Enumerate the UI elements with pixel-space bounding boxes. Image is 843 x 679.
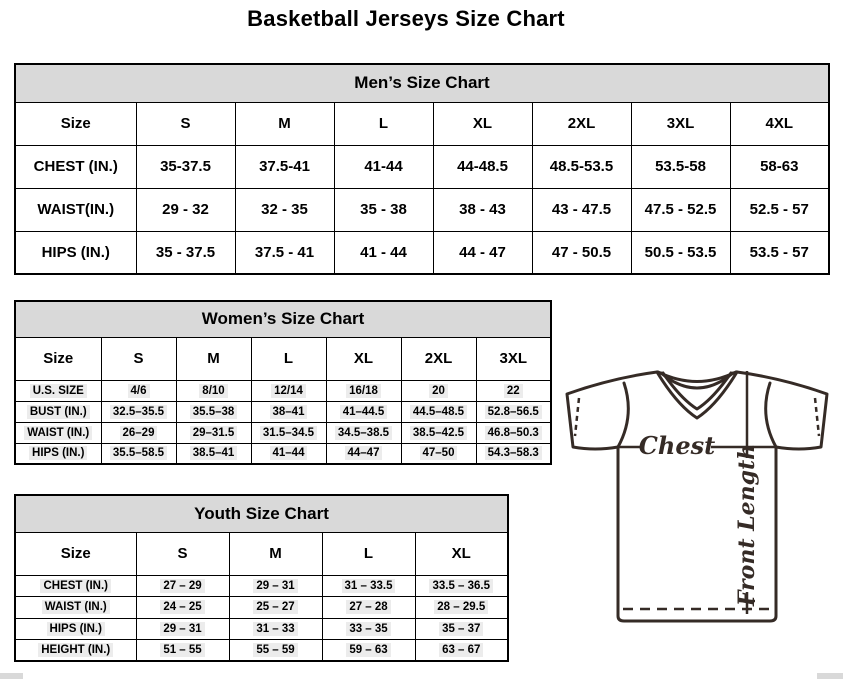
cell-value: 63 – 67 (439, 643, 483, 657)
table-cell (326, 401, 401, 422)
table-cell (176, 422, 251, 443)
table-cell (476, 422, 551, 443)
youth-col-size: Size (15, 532, 136, 575)
row-label (15, 640, 136, 662)
table-cell (101, 401, 176, 422)
cell-value: 59 – 63 (346, 643, 390, 657)
womens-col-size: Size (15, 337, 101, 380)
table-cell: 37.5-41 (235, 145, 334, 188)
cell-value: 4/6 (128, 384, 150, 398)
cell-value: 35.5–58.5 (110, 446, 167, 460)
table-row (15, 231, 829, 274)
mens-col-2xl: 2XL (532, 102, 631, 145)
cell-value: 12/14 (271, 384, 306, 398)
mens-col-s: S (136, 102, 235, 145)
table-cell (229, 575, 322, 597)
cell-value: 41–44 (270, 446, 308, 460)
mens-header-row (15, 102, 829, 145)
cell-value: 32.5–35.5 (110, 405, 167, 419)
scrollbar-fragment-right[interactable] (817, 673, 843, 679)
mens-col-size: Size (15, 102, 136, 145)
table-cell: 44-48.5 (433, 145, 532, 188)
womens-col-2xl: 2XL (401, 337, 476, 380)
table-row (15, 618, 508, 640)
row-label (15, 380, 101, 401)
table-cell: 37.5 - 41 (235, 231, 334, 274)
table-row (15, 401, 551, 422)
cell-value: 34.5–38.5 (335, 426, 392, 440)
cell-value: 29 – 31 (160, 622, 204, 636)
table-cell: 48.5-53.5 (532, 145, 631, 188)
table-cell (136, 640, 229, 662)
cell-value: HIPS (IN.) (47, 622, 105, 636)
cell-value: 33.5 – 36.5 (429, 579, 493, 593)
cell-value: 28 – 29.5 (434, 600, 488, 614)
youth-col-xl: XL (415, 532, 508, 575)
cell-value: 26–29 (120, 426, 158, 440)
youth-table-title: Youth Size Chart (15, 495, 508, 532)
table-cell (476, 443, 551, 464)
table-cell (101, 443, 176, 464)
mens-table-title-row (15, 64, 829, 102)
cell-value: 47–50 (420, 446, 458, 460)
table-cell: 58-63 (730, 145, 829, 188)
table-cell (415, 618, 508, 640)
scrollbar-fragment-left[interactable] (0, 673, 23, 679)
cell-value: 44.5–48.5 (410, 405, 467, 419)
row-label: HIPS (IN.) (15, 231, 136, 274)
table-cell (176, 443, 251, 464)
left-cuff-dashed-line (575, 398, 579, 436)
table-cell (326, 422, 401, 443)
table-cell (326, 380, 401, 401)
table-cell (322, 575, 415, 597)
table-cell (136, 618, 229, 640)
mens-col-xl: XL (433, 102, 532, 145)
cell-value: 51 – 55 (160, 643, 204, 657)
youth-col-s: S (136, 532, 229, 575)
chest-label: Chest (638, 431, 716, 460)
mens-col-4xl: 4XL (730, 102, 829, 145)
table-cell (251, 401, 326, 422)
cell-value: 31 – 33 (253, 622, 297, 636)
cell-value: 16/18 (346, 384, 381, 398)
cell-value: 41–44.5 (340, 405, 388, 419)
table-cell: 52.5 - 57 (730, 188, 829, 231)
table-cell (322, 640, 415, 662)
youth-size-table (14, 494, 509, 662)
cell-value: 38.5–41 (190, 446, 238, 460)
row-label: WAIST(IN.) (15, 188, 136, 231)
table-cell: 35 - 37.5 (136, 231, 235, 274)
cell-value: HEIGHT (IN.) (38, 643, 113, 657)
cell-value: BUST (IN.) (27, 405, 90, 419)
table-row (15, 145, 829, 188)
womens-col-3xl: 3XL (476, 337, 551, 380)
youth-col-m: M (229, 532, 322, 575)
table-cell (229, 640, 322, 662)
mens-table-title: Men’s Size Chart (15, 64, 829, 102)
table-cell: 38 - 43 (433, 188, 532, 231)
cell-value: 35 – 37 (439, 622, 483, 636)
jersey-diagram (556, 358, 838, 658)
cell-value: WAIST (IN.) (42, 600, 110, 614)
table-cell: 41 - 44 (334, 231, 433, 274)
table-cell: 43 - 47.5 (532, 188, 631, 231)
cell-value: U.S. SIZE (30, 384, 87, 398)
table-cell (326, 443, 401, 464)
cell-value: 27 – 28 (346, 600, 390, 614)
cell-value: 25 – 27 (253, 600, 297, 614)
table-row (15, 575, 508, 597)
table-cell (476, 380, 551, 401)
youth-col-l: L (322, 532, 415, 575)
right-cuff-dashed-line (815, 398, 819, 436)
cell-value: 44–47 (345, 446, 383, 460)
table-cell: 50.5 - 53.5 (631, 231, 730, 274)
table-cell (415, 640, 508, 662)
womens-col-xl: XL (326, 337, 401, 380)
table-cell (401, 380, 476, 401)
cell-value: 24 – 25 (160, 600, 204, 614)
table-cell (401, 401, 476, 422)
page-title: Basketball Jerseys Size Chart (247, 6, 565, 31)
table-cell: 41-44 (334, 145, 433, 188)
table-cell (136, 597, 229, 619)
front-length-label: Front Length (734, 443, 760, 607)
cell-value: 33 – 35 (346, 622, 390, 636)
cell-value: 27 – 29 (160, 579, 204, 593)
cell-value: 22 (504, 384, 523, 398)
table-row (15, 640, 508, 662)
cell-value: 31.5–34.5 (260, 426, 317, 440)
row-label: CHEST (IN.) (15, 145, 136, 188)
cell-value: 29–31.5 (190, 426, 238, 440)
mens-col-m: M (235, 102, 334, 145)
table-cell: 35-37.5 (136, 145, 235, 188)
right-seam (766, 383, 776, 447)
womens-header-row (15, 337, 551, 380)
womens-table-title-row (15, 301, 551, 337)
table-cell (176, 380, 251, 401)
table-cell (251, 443, 326, 464)
row-label (15, 618, 136, 640)
row-label (15, 422, 101, 443)
table-cell: 53.5 - 57 (730, 231, 829, 274)
table-cell: 47.5 - 52.5 (631, 188, 730, 231)
table-cell (322, 618, 415, 640)
table-cell (101, 380, 176, 401)
table-cell: 47 - 50.5 (532, 231, 631, 274)
table-cell (415, 597, 508, 619)
mens-size-table (14, 63, 830, 275)
table-row (15, 188, 829, 231)
cell-value: 38.5–42.5 (410, 426, 467, 440)
cell-value: 31 – 33.5 (342, 579, 396, 593)
table-cell (322, 597, 415, 619)
table-cell (251, 380, 326, 401)
row-label (15, 443, 101, 464)
row-label (15, 597, 136, 619)
table-cell (415, 575, 508, 597)
table-cell: 32 - 35 (235, 188, 334, 231)
table-cell (401, 422, 476, 443)
table-row (15, 443, 551, 464)
cell-value: 29 – 31 (253, 579, 297, 593)
row-label (15, 401, 101, 422)
mens-col-l: L (334, 102, 433, 145)
cell-value: 38–41 (270, 405, 308, 419)
table-cell (251, 422, 326, 443)
womens-col-l: L (251, 337, 326, 380)
table-cell: 44 - 47 (433, 231, 532, 274)
womens-col-s: S (101, 337, 176, 380)
table-cell: 29 - 32 (136, 188, 235, 231)
womens-table-title: Women’s Size Chart (15, 301, 551, 337)
table-cell: 53.5-58 (631, 145, 730, 188)
cell-value: 35.5–38 (190, 405, 238, 419)
left-seam (618, 383, 628, 447)
table-cell (136, 575, 229, 597)
youth-header-row (15, 532, 508, 575)
cell-value: 20 (429, 384, 448, 398)
table-cell (229, 618, 322, 640)
table-cell: 35 - 38 (334, 188, 433, 231)
cell-value: 52.8–56.5 (485, 405, 542, 419)
table-cell (229, 597, 322, 619)
row-label (15, 575, 136, 597)
table-cell (401, 443, 476, 464)
table-row (15, 597, 508, 619)
table-cell (101, 422, 176, 443)
womens-col-m: M (176, 337, 251, 380)
table-row (15, 422, 551, 443)
table-cell (476, 401, 551, 422)
cell-value: 46.8–50.3 (485, 426, 542, 440)
cell-value: CHEST (IN.) (40, 579, 111, 593)
youth-table-title-row (15, 495, 508, 532)
cell-value: WAIST (IN.) (24, 426, 92, 440)
right-sleeve-outline (737, 372, 827, 449)
womens-size-table (14, 300, 552, 465)
table-cell (176, 401, 251, 422)
cell-value: 55 – 59 (253, 643, 297, 657)
cell-value: 54.3–58.3 (485, 446, 542, 460)
cell-value: 8/10 (199, 384, 227, 398)
cell-value: HIPS (IN.) (29, 446, 87, 460)
mens-col-3xl: 3XL (631, 102, 730, 145)
table-row (15, 380, 551, 401)
